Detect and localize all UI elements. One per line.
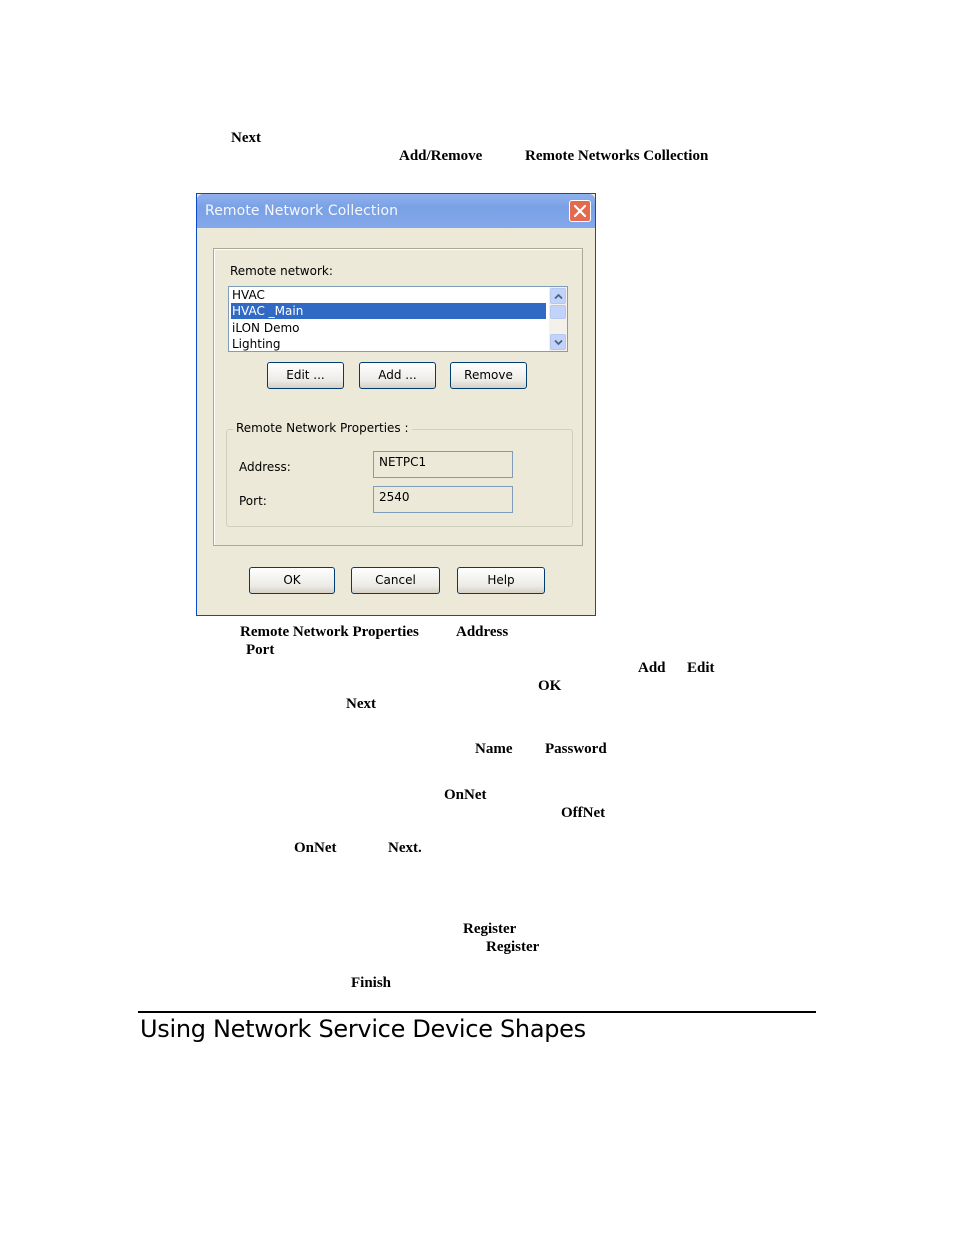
cancel-button[interactable]: Cancel	[351, 567, 440, 594]
remote-network-properties-group	[226, 421, 573, 527]
text-remote-network-properties: Remote Network Properties	[240, 624, 419, 640]
text-remote-networks-collection: Remote Networks Collection	[525, 148, 709, 164]
text-register: Register	[463, 921, 517, 937]
dialog-client-area	[200, 228, 592, 612]
section-rule	[138, 1011, 816, 1013]
list-scrollbar[interactable]	[549, 287, 567, 351]
port-field[interactable]: 2540	[373, 486, 513, 513]
text-onnet: OnNet	[294, 840, 337, 856]
text-next: Next.	[388, 840, 422, 856]
text-finish: Finish	[351, 975, 392, 991]
close-icon	[573, 204, 587, 218]
text-offnet: OffNet	[561, 805, 606, 821]
text-name: Name	[475, 741, 513, 757]
ok-button[interactable]: OK	[249, 567, 335, 594]
help-button[interactable]: Help	[457, 567, 545, 594]
text-password: Password	[545, 741, 607, 757]
properties-group-legend: Remote Network Properties :	[233, 421, 412, 435]
list-item[interactable]: HVAC	[232, 288, 265, 302]
text-next: Next	[231, 130, 261, 146]
close-button[interactable]	[569, 200, 591, 222]
scroll-up-button[interactable]	[550, 288, 566, 304]
text-address: Address	[456, 624, 509, 640]
collection-frame	[213, 248, 583, 546]
remove-button[interactable]: Remove	[450, 362, 527, 389]
address-field[interactable]: NETPC1	[373, 451, 513, 478]
scroll-down-button[interactable]	[550, 334, 566, 350]
remote-network-list[interactable]	[228, 286, 568, 352]
list-item-selected[interactable]: HVAC _Main	[231, 303, 546, 319]
chevron-up-icon	[554, 293, 563, 300]
text-ok: OK	[538, 678, 562, 694]
scroll-thumb[interactable]	[550, 305, 566, 319]
edit-button[interactable]: Edit ...	[267, 362, 344, 389]
dialog-title-bar	[197, 194, 595, 228]
add-button[interactable]: Add ...	[359, 362, 436, 389]
remote-network-label: Remote network:	[230, 264, 333, 278]
text-port: Port	[246, 642, 275, 658]
port-label: Port:	[239, 494, 267, 508]
address-label: Address:	[239, 460, 291, 474]
text-next: Next	[346, 696, 376, 712]
text-add-remove: Add/Remove	[399, 148, 483, 164]
text-onnet: OnNet	[444, 787, 487, 803]
section-heading: Using Network Service Device Shapes	[140, 1015, 586, 1043]
chevron-down-icon	[554, 339, 563, 346]
list-item[interactable]: Lighting	[232, 337, 281, 351]
list-item[interactable]: iLON Demo	[232, 321, 300, 335]
text-register: Register	[486, 939, 540, 955]
text-edit: Edit	[687, 660, 715, 676]
text-add: Add	[638, 660, 666, 676]
dialog-title: Remote Network Collection	[205, 203, 399, 219]
remote-network-collection-dialog	[196, 193, 596, 616]
